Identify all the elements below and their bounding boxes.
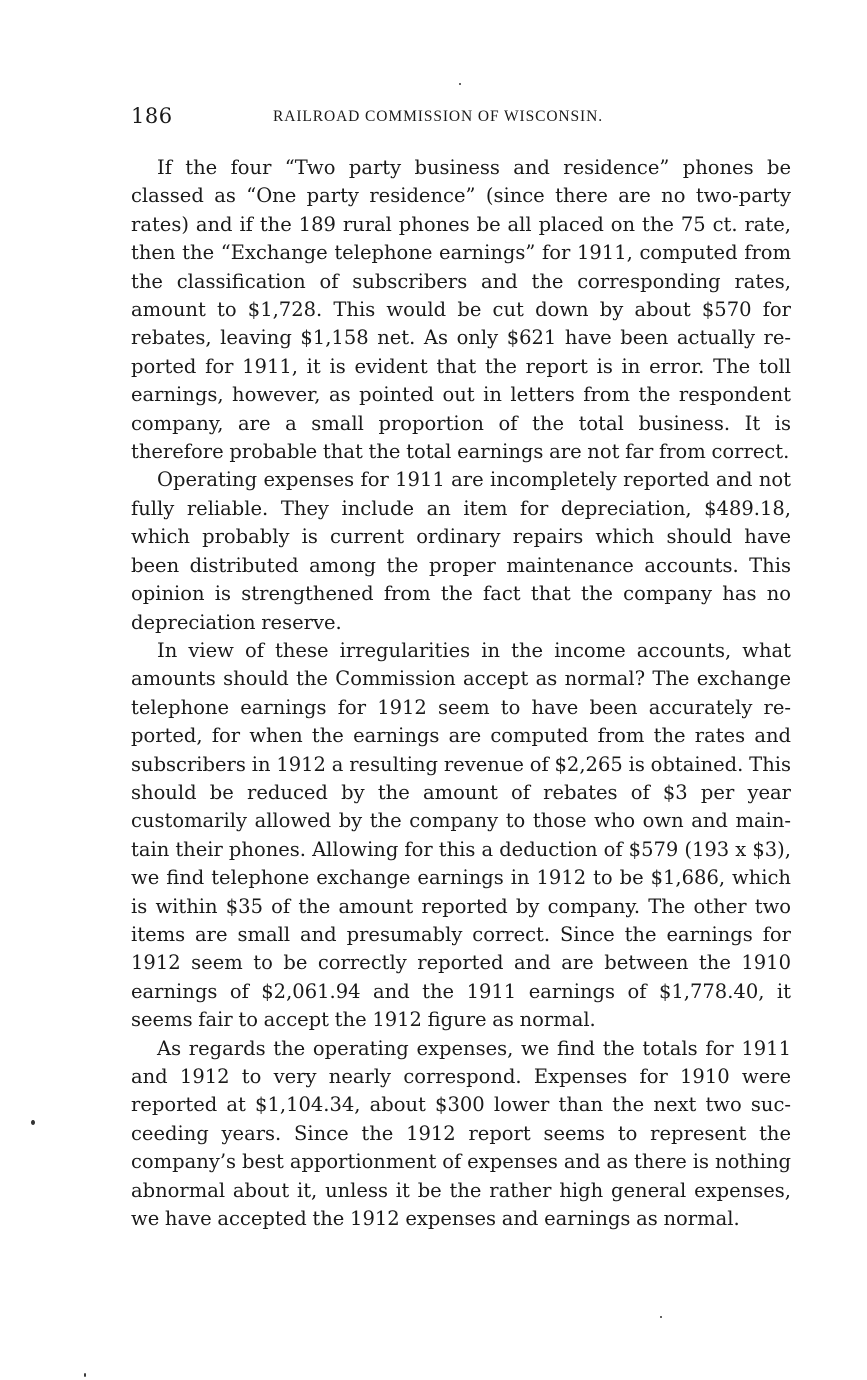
ink-speck <box>660 1316 662 1318</box>
ink-speck <box>459 83 461 85</box>
paragraph-operating-expenses: Operating expenses for 1911 are incompletely reported and not fully reliable. They include an item for depreciation, $489.18, which probably is current ordinary repairs which should have been distributed among the proper maintenance accounts. This opinion is strengthened from the fact that the company has no depreciation reserve. <box>131 468 791 634</box>
running-title: RAILROAD COMMISSION OF WISCONSIN. <box>273 108 603 125</box>
page-number: 186 <box>131 104 173 128</box>
ink-speck <box>31 1120 35 1125</box>
body-text <box>131 154 791 1233</box>
running-header <box>131 104 791 128</box>
paragraph-normal-amounts: In view of these irregularities in the income accounts, what amounts should the Commission accept as normal? The exchange telephone earnings for 1912 seem to have been accurately reported, for when the earnings are computed from the rates and subscribers in 1912 a resulting revenue of $2,265 is obtained. This should be reduced by the amount of rebates of $3 per year customarily allowed by the company to those who own and maintain their phones. Allowing for this a deduction of $579 (193 x $3), we find telephone exchange earnings in 1912 to be $1,686, which is within $35 of the amount reported by company. The other two items are small and presumably correct. Since the earnings for 1912 seem to be correctly reported and are between the 1910 earnings of $2,061.94 and the 1911 earnings of $1,778.40, it seems fair to accept the 1912 figure as normal. <box>131 638 791 1032</box>
ink-speck <box>84 1373 86 1377</box>
paragraph-accepted-normal: As regards the operating expenses, we find the totals for 1911 and 1912 to very nearly correspond. Expenses for 1910 were reported at $1,104.34, about $300 lower than the next two succeeding years. Since the 1912 report seems to represent the company’s best apportionment of expenses and as there is nothing abnormal about it, unless it be the rather high general expenses, we have accepted the 1912 expenses and earnings as normal. <box>131 1036 791 1231</box>
paragraph-exchange-earnings: If the four “Two party business and residence” phones be classed as “One party residence” (since there are no two-party rates) and if the 189 rural phones be all placed on the 75 ct. rate, then the “Exchange telephone earnings” for 1911, computed from the classification of subscribers and the corresponding rates, amount to $1,728. This would be cut down by about $570 for rebates, leaving $1,158 net. As only $621 have been actually reported for 1911, it is evident that the report is in error. The toll earnings, however, as pointed out in letters from the respondent company, are a small proportion of the total business. It is therefore probable that the total earnings are not far from correct. <box>131 156 791 464</box>
